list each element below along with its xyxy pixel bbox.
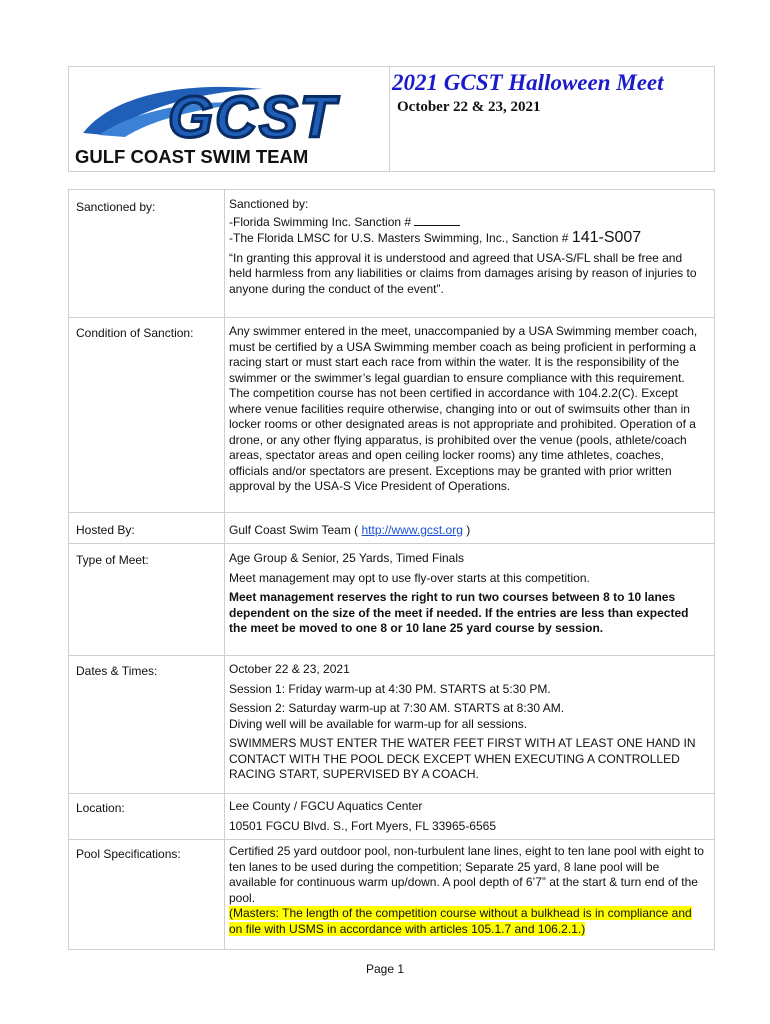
row-divider — [69, 949, 714, 950]
location-label: Location: — [76, 801, 125, 815]
header-divider — [389, 67, 390, 171]
column-divider — [224, 190, 225, 950]
sanction-number-blank — [414, 213, 460, 226]
florida-sanction: -Florida Swimming Inc. Sanction # — [229, 213, 707, 231]
lmsc-sanction-number: 141-S007 — [571, 229, 642, 246]
logo-mark: GCST — [168, 85, 338, 150]
gcst-logo — [73, 73, 373, 173]
meet-date: October 22 & 23, 2021 — [397, 99, 541, 115]
dates-date: October 22 & 23, 2021 — [229, 662, 350, 676]
row-divider — [69, 793, 714, 794]
row-divider — [69, 512, 714, 513]
dates-content — [229, 662, 707, 783]
type-line-2: Meet management may opt to use fly-over starts at this competition. — [229, 570, 590, 585]
meet-info-table — [68, 189, 715, 950]
row-divider — [69, 655, 714, 656]
pool-content — [229, 844, 707, 937]
row-divider — [69, 543, 714, 544]
gcst-website-link[interactable]: http://www.gcst.org — [361, 523, 463, 537]
type-content — [229, 551, 707, 637]
pool-label: Pool Specifications: — [76, 847, 181, 861]
diving-well-note: Diving well will be available for warm-up for all sessions. — [229, 716, 528, 731]
session-1: Session 1: Friday warm-up at 4:30 PM. STARTS at 5:30 PM. — [229, 681, 551, 696]
sanctioned-label: Sanctioned by: — [76, 200, 156, 214]
hosted-content: Gulf Coast Swim Team ( http://www.gcst.org ) — [229, 523, 471, 537]
lmsc-sanction: -The Florida LMSC for U.S. Masters Swimming, Inc., Sanction # 141-S007 — [229, 229, 642, 246]
type-line-1: Age Group & Senior, 25 Yards, Timed Finals — [229, 551, 465, 565]
condition-text: Any swimmer entered in the meet, unaccompanied by a USA Swimming member coach, must be certified by a USA Swimming member coach as being proficient in performing a racing start or must start each race from within the water. It is the responsibility of the swimmer or the swimmer’s legal guardian to ensure compliance with this requirement. The competition course has not been certified in accordance with 104.2.2(C). Except where venue facilities require otherwise, changing into or out of swimsuits other than in locker rooms or other designated areas is not appropriate and prohibited. Operation of a drone, or any other flying apparatus, is prohibited over the venue (pools, athlete/coach areas, spectator areas and open ceiling locker rooms) any time athletes, coaches, officials and/or spectators are present. Exceptions may be granted with prior written approval by the USA-S Vice President of Operations. — [229, 324, 698, 493]
page-number: Page 1 — [365, 962, 405, 976]
hosted-label: Hosted By: — [76, 523, 135, 537]
condition-label: Condition of Sanction: — [76, 326, 194, 340]
row-divider — [69, 317, 714, 318]
logo-subtitle: GULF COAST SWIM TEAM — [75, 146, 309, 167]
dates-label: Dates & Times: — [76, 664, 158, 678]
pool-specs: Certified 25 yard outdoor pool, non-turbulent lane lines, eight to ten lane pool with eight to ten lanes to be used during the competition; Separate 25 yard, 8 lane pool will be available for continuous warm up/down. A pool depth of 6’7” at the start & turn end of the pool. — [229, 844, 704, 905]
type-label: Type of Meet: — [76, 553, 149, 567]
entry-rule: SWIMMERS MUST ENTER THE WATER FEET FIRST WITH AT LEAST ONE HAND IN CONTACT WITH THE POOL DECK EXCEPT WHEN EXECUTING A CONTROLLED RACING START, SUPERVISED BY A COACH. — [229, 736, 696, 781]
row-divider — [69, 839, 714, 840]
location-content — [229, 799, 707, 834]
sanction-quote: “In granting this approval it is understood and agreed that USA-S/FL shall be free and held harmless from any liabilities or claims from damages arising by reason of injuries to anyone during the conduct of the event”. — [229, 250, 697, 296]
session-2: Session 2: Saturday warm-up at 7:30 AM. STARTS at 8:30 AM. — [229, 701, 565, 715]
sanctioned-content — [229, 197, 707, 297]
location-address: 10501 FGCU Blvd. S., Fort Myers, FL 33965-6565 — [229, 818, 497, 833]
sanctioned-heading: Sanctioned by: — [229, 197, 309, 211]
meet-title: 2021 GCST Halloween Meet — [392, 70, 664, 95]
location-venue: Lee County / FGCU Aquatics Center — [229, 799, 423, 813]
masters-note: (Masters: The length of the competition course without a bulkhead is in compliance and on file with USMS in accordance with articles 105.1.7 and 106.2.1.) — [229, 906, 692, 936]
type-bold-note: Meet management reserves the right to run two courses between 8 to 10 lanes dependent on the size of the meet if needed. If the entries are less than expected the meet be moved to one 8 or 10 lane 25 yard course by session. — [229, 590, 689, 635]
